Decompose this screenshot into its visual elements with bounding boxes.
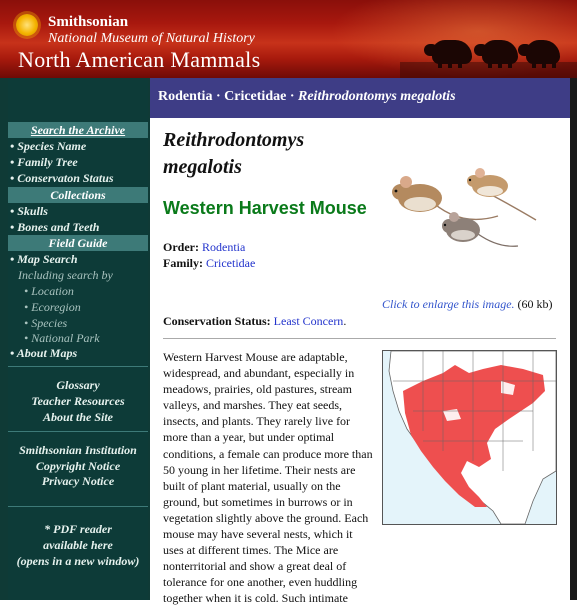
mouse-figure: [467, 168, 536, 220]
muskox-silhouette-icon: [482, 40, 518, 64]
conservation-status-link[interactable]: Least Concern: [273, 314, 344, 328]
breadcrumb-species: Reithrodontomys megalotis: [298, 89, 456, 104]
breadcrumb-family[interactable]: Cricetidae: [224, 89, 287, 104]
including-search-note: Including search by: [18, 268, 113, 282]
collections-heading: Collections: [8, 187, 148, 203]
sidebar-divider: [8, 506, 148, 507]
sidebar-item-label: Conservaton Status: [17, 171, 114, 185]
sidebar-item-label: Bones and Teeth: [17, 220, 100, 234]
sidebar-item-bones-and-teeth[interactable]: • Bones and Teeth: [10, 220, 100, 234]
breadcrumb-order[interactable]: Rodentia: [158, 89, 213, 104]
common-name: Western Harvest Mouse: [163, 198, 367, 218]
sidebar-item-map-search[interactable]: • Map Search: [10, 252, 78, 266]
smithsonian-sun-logo-icon[interactable]: [16, 14, 38, 36]
sidebar-divider: [8, 366, 148, 367]
teacher-resources-link[interactable]: Teacher Resources: [31, 394, 125, 408]
image-caption: [382, 297, 562, 312]
site-title[interactable]: North American Mammals: [18, 47, 261, 72]
search-archive-link[interactable]: Search the Archive: [8, 122, 148, 138]
order-row: [163, 240, 245, 255]
mouse-illustration[interactable]: [388, 168, 538, 258]
sidebar-item-species-name[interactable]: • Species Name: [10, 139, 87, 153]
order-link[interactable]: Rodentia: [201, 240, 246, 254]
conservation-period: .: [343, 314, 347, 328]
species-description: Western Harvest Mouse are adaptable, widespread, and abundant, especially in meadows, prairies, old pastures, stream valleys, and marshes. They eat seeds, insects, and plants. They rarely live for more than a year, but under optimal conditions, a female can produce more than 50 young in her lifetime. Their nests are built of plant material, usually on the ground, but sometimes in burrows or in vegetation slightly above the ground. Each mouse may have several nests, which it uses at different times. The Mice are nonterritorial and show a great deal of tolerance for one another, even huddling together when it is cold. Such intimate: [163, 350, 373, 606]
sidebar-subitem-label: Location: [31, 284, 74, 298]
copyright-notice-link[interactable]: Copyright Notice: [35, 459, 121, 473]
family-row: [163, 256, 255, 271]
family-link[interactable]: Cricetidae: [206, 256, 256, 270]
sidebar-subitem-ecoregion[interactable]: • Ecoregion: [24, 300, 81, 314]
sidebar-divider: [8, 431, 148, 432]
order-label: Order:: [163, 240, 199, 254]
sidebar-subitem-label: Species: [31, 316, 68, 330]
conservation-row: [163, 314, 346, 329]
org-name[interactable]: Smithsonian: [48, 14, 129, 30]
breadcrumb-separator: ·: [286, 89, 298, 104]
range-map[interactable]: [382, 350, 557, 525]
mouse-figure: [442, 212, 518, 246]
field-guide-heading: Field Guide: [8, 235, 148, 251]
pdf-reader-link[interactable]: available here: [43, 538, 113, 552]
page-right-edge: [570, 78, 577, 600]
sidebar-item-label: About Maps: [16, 346, 78, 360]
breadcrumb-bar: [150, 78, 570, 118]
pdf-reader-new-window-note: (opens in a new window): [16, 554, 140, 568]
museum-name[interactable]: National Museum of Natural History: [48, 31, 255, 46]
sidebar-subitem-location[interactable]: • Location: [24, 284, 74, 298]
breadcrumb: [158, 89, 456, 105]
sidebar-item-label: Family Tree: [17, 155, 78, 169]
enlarge-image-link[interactable]: Click to enlarge this image.: [382, 297, 515, 311]
pdf-reader-note: * PDF reader: [44, 522, 112, 536]
sidebar-item-about-maps[interactable]: • About Maps: [10, 346, 78, 360]
sidebar-item-skulls[interactable]: • Skulls: [10, 204, 48, 218]
sidebar-item-label: Skulls: [17, 204, 48, 218]
about-site-link[interactable]: About the Site: [42, 410, 113, 424]
privacy-notice-link[interactable]: Privacy Notice: [41, 474, 115, 488]
sidebar-item-conservation-status[interactable]: • Conservaton Status: [10, 171, 114, 185]
sidebar-subitem-species[interactable]: • Species: [24, 316, 68, 330]
breadcrumb-separator: ·: [212, 89, 225, 104]
sidebar-subitem-label: National Park: [31, 331, 100, 345]
sidebar-item-family-tree[interactable]: • Family Tree: [10, 155, 78, 169]
muskox-silhouette-icon: [432, 40, 472, 64]
family-label: Family:: [163, 256, 203, 270]
section-divider: [163, 338, 556, 339]
smithsonian-institution-link[interactable]: Smithsonian Institution: [19, 443, 137, 457]
site-header: [0, 0, 577, 78]
sidebar-subitem-national-park[interactable]: • National Park: [24, 331, 100, 345]
image-size: (60 kb): [517, 297, 553, 311]
scientific-name-species: megalotis: [163, 156, 242, 178]
sidebar-item-label: Map Search: [17, 252, 78, 266]
glossary-link[interactable]: Glossary: [56, 378, 100, 392]
sidebar-item-label: Species Name: [17, 139, 87, 153]
scientific-name-genus: Reithrodontomys: [163, 129, 305, 151]
sidebar-subitem-label: Ecoregion: [31, 300, 81, 314]
conservation-label: Conservation Status:: [163, 314, 271, 328]
scientific-name: [163, 127, 383, 181]
